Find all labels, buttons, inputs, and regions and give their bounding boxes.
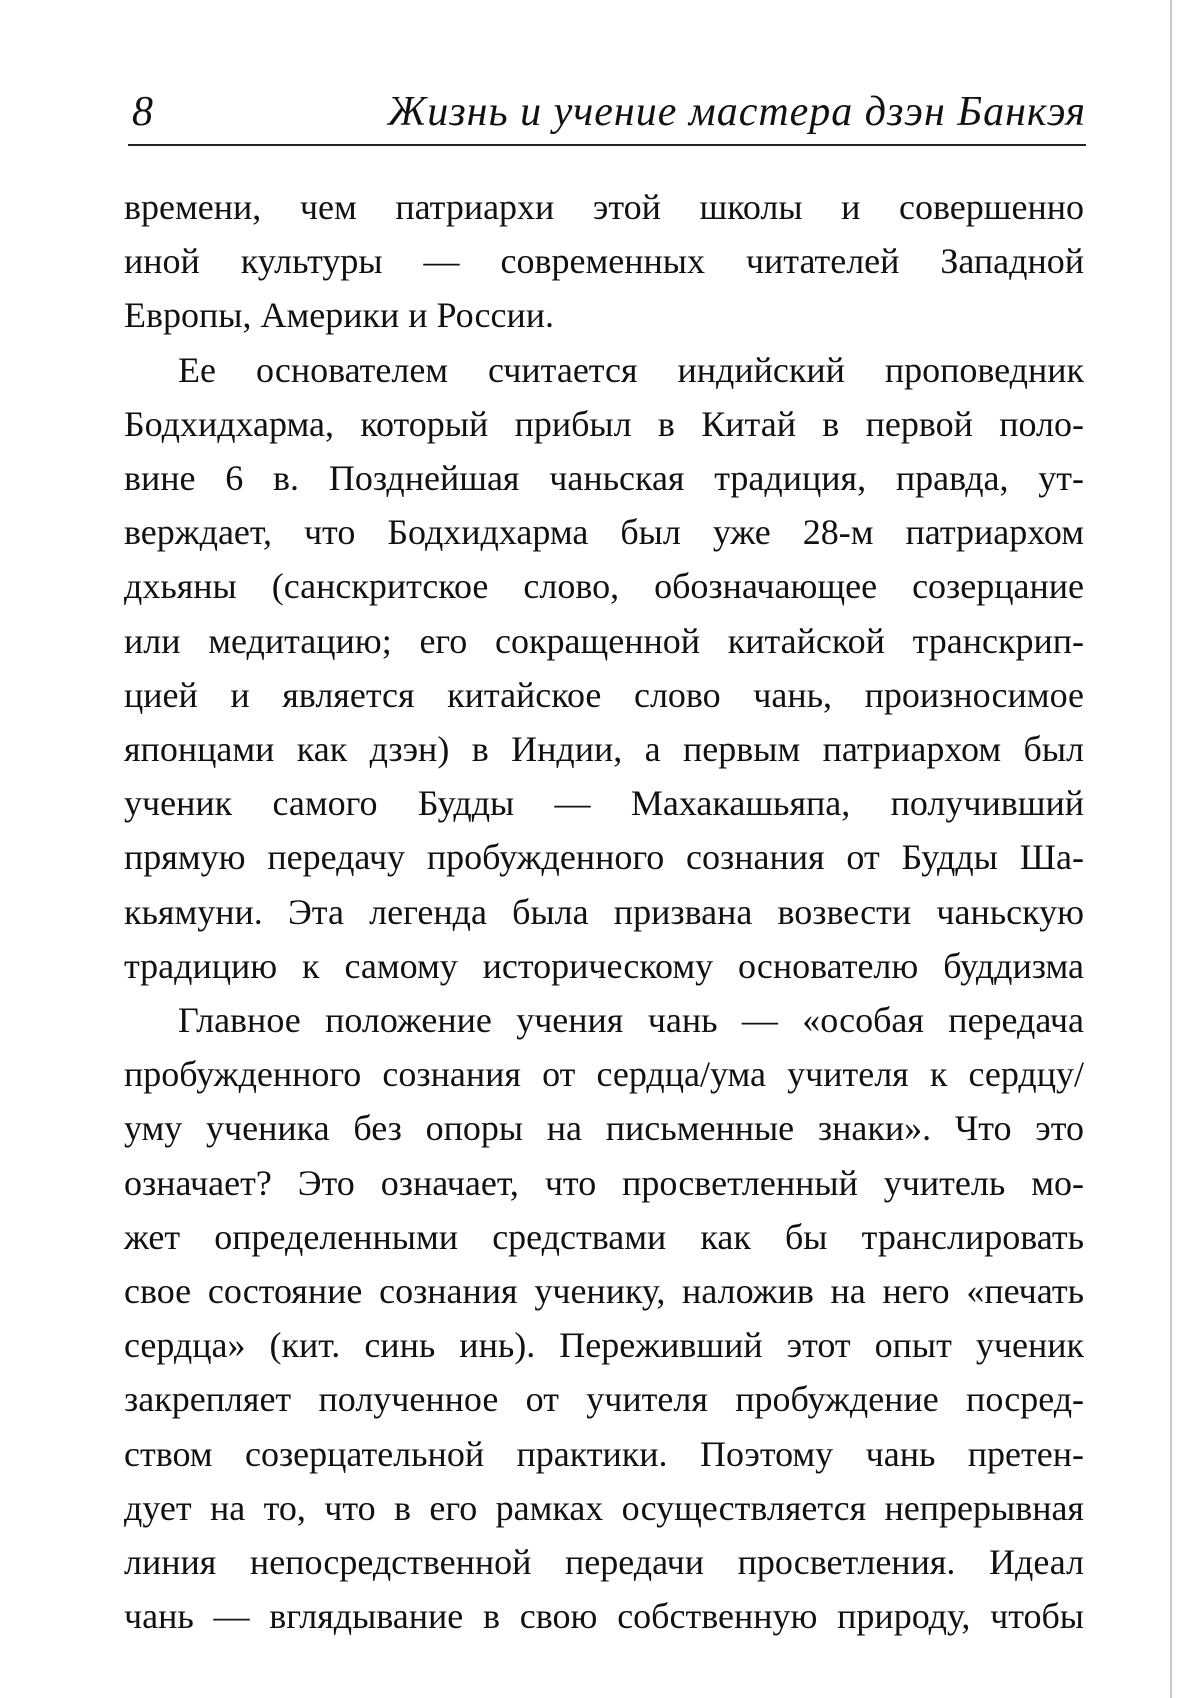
text-line: иной культуры — современных читателей Западной [124,241,1084,282]
text-line: Бодхидхарма, который прибыл в Китай в первой поло- [124,403,1084,444]
text-line: ством созерцательной практики. Поэтому чань претен- [124,1433,1084,1474]
text-line: означает? Это означает, что просветленный учитель мо- [124,1162,1084,1203]
text-line: чань — вглядывание в свою собственную природу, чтобы [124,1596,1084,1637]
text-line: времени, чем патриархи этой школы и совершенно [124,187,1084,227]
text-line: сердца» (кит. синь инь). Переживший этот опыт ученик [124,1325,1084,1366]
text-line: прямую передачу пробужденного сознания от Будды Ша- [124,837,1084,878]
text-line: ученик самого Будды — Махакашьяпа, получивший [124,783,1084,824]
text-line: Главное положение учения чань — «особая передача [178,1000,1084,1041]
running-title: Жизнь и учение мастера дзэн Банкэя [387,89,1086,135]
text-line: традицию к самому историческому основателю буддизма [124,945,1084,986]
text-line: уму ученика без опоры на письменные знаки». Что это [124,1108,1084,1149]
text-line: вине 6 в. Позднейшая чаньская традиция, правда, ут- [124,458,1084,499]
text-line: Ее основателем считается индийский проповедник [178,349,1084,390]
text-line: или медитацию; его сокращенной китайской транскрип- [124,620,1084,661]
text-line: цией и является китайское слово чань, произносимое [124,674,1084,715]
body-text [124,180,1084,1643]
text-line: линия непосредственной передачи просветления. Идеал [124,1542,1084,1583]
text-line: кьямуни. Эта легенда была призвана возвести чаньскую [124,891,1084,932]
text-line: закрепляет полученное от учителя пробуждение посред- [124,1379,1084,1420]
page-number: 8 [132,89,153,135]
text-line: японцами как дзэн) в Индии, а первым патриархом был [124,729,1084,770]
text-line: свое состояние сознания ученику, наложив на него «печать [124,1271,1084,1312]
text-line: Европы, Америки и России. [124,295,554,336]
text-line: дхьяны (санскритское слово, обозначающее созерцание [124,566,1084,607]
running-header [128,84,1086,146]
text-line: жет определенными средствами как бы транслировать [124,1216,1084,1257]
text-line: дует на то, что в его рамках осуществляется непрерывная [124,1487,1084,1528]
text-line: верждает, что Бодхидхарма был уже 28-м патриархом [124,512,1084,553]
text-line: пробужденного сознания от сердца/ума учителя к сердцу/ [124,1054,1084,1095]
page-edge [1170,0,1172,1698]
